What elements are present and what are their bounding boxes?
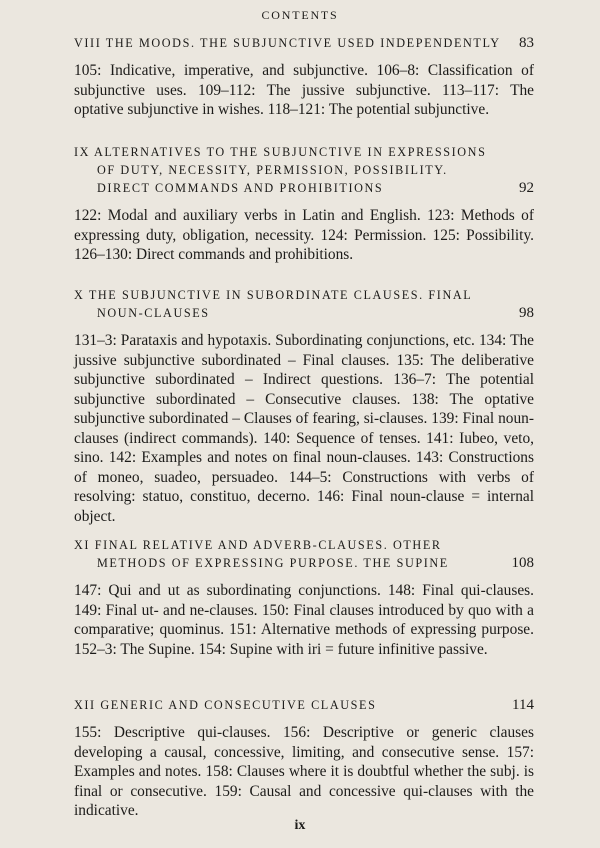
chapter-heading-line: X THE SUBJUNCTIVE IN SUBORDINATE CLAUSES. FINAL bbox=[74, 288, 473, 302]
chapter-heading-line bbox=[74, 34, 534, 52]
chapter-summary: 131–3: Parataxis and hypotaxis. Subordinating conjunctions, etc. 134: The jussive subjunctive subordinated – Final clauses. 135: The deliberative subjunctive subordinated – Indirect questions. 136–7: The potential subjunctive subordinated – Consecutive clauses. 138: The optative subjunctive subordinated – Clauses of fearing, si-clauses. 139: Final noun-clauses (indirect commands). 140: Sequence of tenses. 141: Iubeo, veto, sino. 142: Examples and notes on final noun-clauses. 143: Constructions of moneo, suadeo, persuadeo. 144–5: Constructions with verbs of resolving: statuo, constituo, decerno. 146: Final noun-clause = internal object. bbox=[74, 332, 534, 525]
chapter-summary: 147: Qui and ut as subordinating conjunctions. 148: Final qui-clauses. 149: Final ut- and ne-clauses. 150: Final clauses introduced by quo with a comparative; quominus. 151: Alternative methods of expressing purpose. 152–3: The Supine. 154: Supine with iri = future infinitive passive. bbox=[74, 582, 534, 658]
chapter-page-number: 114 bbox=[512, 697, 534, 713]
chapter-summary: 122: Modal and auxiliary verbs in Latin and English. 123: Methods of expressing duty, obligation, necessity. 124: Permission. 125: Possibility. 126–130: Direct commands and prohibitions. bbox=[74, 207, 534, 263]
chapter-heading-line bbox=[74, 696, 534, 714]
chapter-entry-xii bbox=[74, 696, 534, 821]
chapter-entry-viii bbox=[74, 34, 534, 120]
chapter-entry-x bbox=[74, 286, 534, 526]
chapter-heading-line bbox=[74, 304, 534, 322]
chapter-heading-text: VIII THE MOODS. THE SUBJUNCTIVE USED INDEPENDENTLY bbox=[74, 36, 501, 50]
chapter-page-number: 83 bbox=[519, 35, 534, 51]
chapter-entry-xi bbox=[74, 536, 534, 659]
chapter-heading-line: IX ALTERNATIVES TO THE SUBJUNCTIVE IN EXPRESSIONS bbox=[74, 145, 487, 159]
chapter-heading-line bbox=[74, 179, 534, 197]
chapter-page-number: 98 bbox=[519, 305, 534, 321]
chapter-heading-text: DIRECT COMMANDS AND PROHIBITIONS bbox=[97, 181, 384, 195]
chapter-heading-text: METHODS OF EXPRESSING PURPOSE. THE SUPINE bbox=[97, 556, 449, 570]
chapter-heading-line bbox=[74, 554, 534, 572]
chapter-heading-text: NOUN-CLAUSES bbox=[97, 306, 210, 320]
chapter-summary: 105: Indicative, imperative, and subjunctive. 106–8: Classification of subjunctive uses. 109–112: The jussive subjunctive. 113–117: The optative subjunctive in wishes. 118–121: The potential subjunctive. bbox=[74, 62, 534, 118]
chapter-entry-ix bbox=[74, 143, 534, 265]
running-head: CONTENTS bbox=[261, 8, 339, 22]
chapter-page-number: 92 bbox=[519, 180, 534, 196]
chapter-heading-line: XI FINAL RELATIVE AND ADVERB-CLAUSES. OTHER bbox=[74, 538, 442, 552]
chapter-heading-line: OF DUTY, NECESSITY, PERMISSION, POSSIBILITY. bbox=[97, 163, 448, 177]
chapter-heading-text: XII GENERIC AND CONSECUTIVE CLAUSES bbox=[74, 698, 377, 712]
chapter-summary: 155: Descriptive qui-clauses. 156: Descriptive or generic clauses developing a causal, concessive, limiting, and consecutive sense. 157: Examples and notes. 158: Clauses where it is doubtful whether the subj. is final or consecutive. 159: Causal and concessive qui-clauses with the indicative. bbox=[74, 724, 534, 819]
page-folio: ix bbox=[294, 818, 306, 833]
chapter-page-number: 108 bbox=[511, 555, 534, 571]
